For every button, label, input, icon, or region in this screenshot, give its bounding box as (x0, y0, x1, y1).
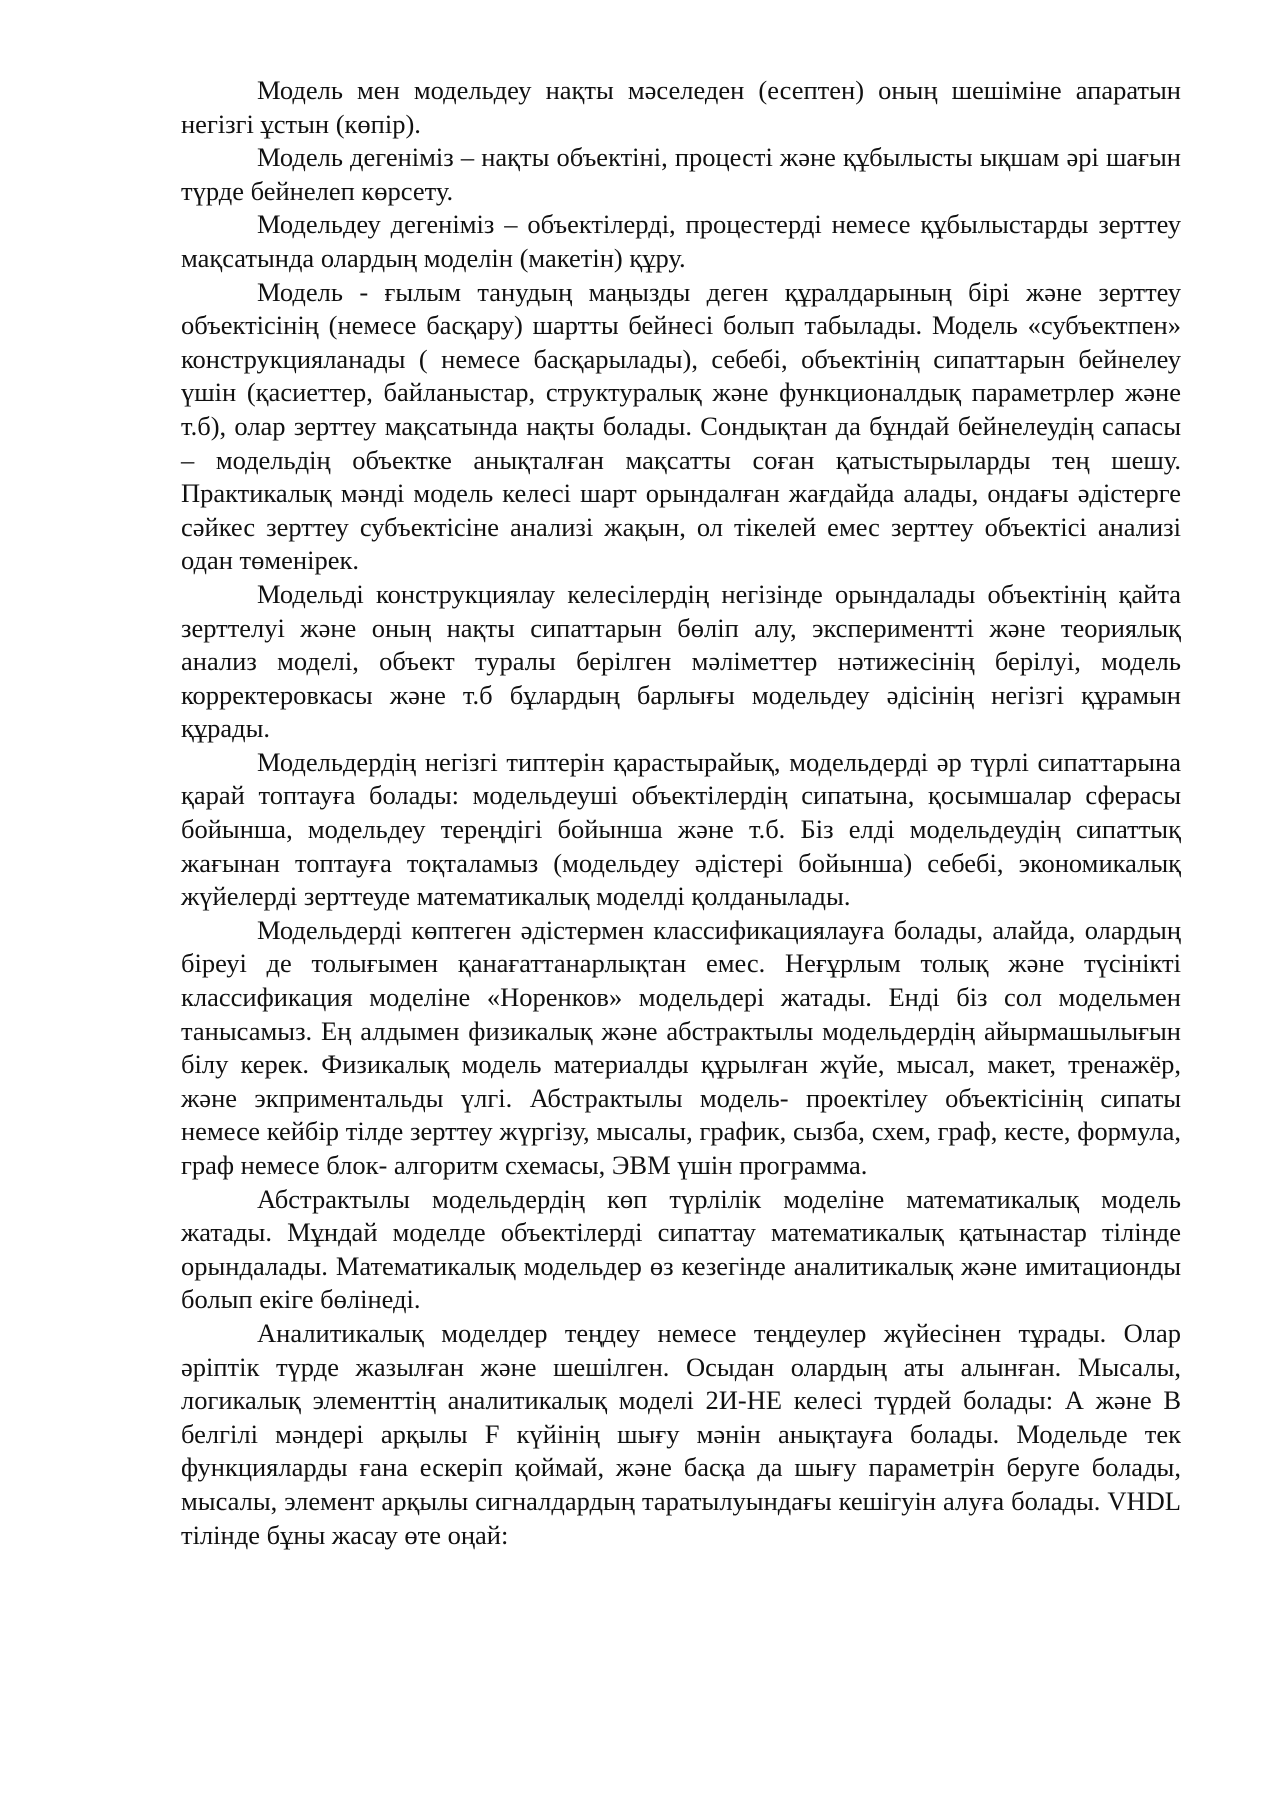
paragraph-model-classification: Модельдерді көптеген әдістермен классификациялауға болады, алайда, олардың біреуі де толығымен қанағаттанарлықтан емес. Неғұрлым толық және түсінікті классификация моделіне «Норенков» модельдері жатады. Енді біз сол модельмен танысамыз. Ең алдымен физикалық және абстрактылы модельдердің айырмашылығын білу керек. Физикалық модель материалды құрылған жүйе, мысал, макет, тренажёр, және экприментальды үлгі. Абстрактылы модель- проектілеу объектісінің сипаты немесе кейбір тілде зерттеу жүргізу, мысалы, график, сызба, схем, граф, кесте, формула, граф немесе блок- алгоритм схемасы, ЭВМ үшін программа. (181, 914, 1181, 1180)
paragraph-model-types: Модельдердің негізгі типтерін қарастырайық, модельдерді әр түрлі сипаттарына қарай топтауға болады: модельдеуші объектілердің сипатына, қосымшалар сферасы бойынша, модельдеу тереңдігі бойынша және т.б. Біз елді модельдеудің сипаттық жағынан топтауға тоқталамыз (модельдеу әдістері бойынша) себебі, экономикалық жүйелерді зерттеуде математикалық моделді қолданылады. (181, 746, 1181, 912)
paragraph-model-as-tool: Модель - ғылым танудың маңызды деген құралдарының бірі және зерттеу объектісінің (немесе басқару) шартты бейнесі болып табылады. Модель «субъектпен» конструкцияланады ( немесе басқарылады), себебі, объектінің сипаттарын бейнелеу үшін (қасиеттер, байланыстар, структуралық және функционалдық параметрлер және т.б), олар зерттеу мақсатында нақты болады. Сондықтан да бұндай бейнелеудің сапасы – модельдің объектке анықталған мақсатты соған қатыстырыларды тең шешу. Практикалық мәнді модель келесі шарт орындалған жағдайда алады, ондағы әдістерге сәйкес зерттеу субъектісіне анализі жақын, ол тікелей емес зерттеу объектісі анализі одан төменірек. (181, 276, 1181, 576)
paragraph-analytical-models: Аналитикалық моделдер теңдеу немесе теңдеулер жүйесінен тұрады. Олар әріптік түрде жазылған және шешілген. Осыдан олардың аты алынған. Мысалы, логикалық элементтің аналитикалық моделі 2И-НЕ келесі түрдей болады: А және В белгілі мәндері арқылы F күйінің шығу мәнін анықтауға болады. Модельде тек функцияларды ғана ескеріп қоймай, және басқа да шығу параметрін беруге болады, мысалы, элемент арқылы сигналдардың таратылуындағы кешігуін алуға болады. VHDL тілінде бұны жасау өте оңай: (181, 1317, 1181, 1550)
document-page (181, 74, 1181, 1552)
paragraph-model-construction: Модельді конструкциялау келесілердің негізінде орындалады объектінің қайта зерттелуі және оның нақты сипаттарын бөліп алу, экспериментті және теориялық анализ моделі, объект туралы берілген мәліметтер нәтижесінің берілуі, модель корректеровкасы және т.б бұлардың барлығы модельдеу әдісінің негізгі құрамын құрады. (181, 578, 1181, 744)
paragraph-modeling-definition: Модельдеу дегеніміз – объектілерді, процестерді немесе құбылыстарды зерттеу мақсатында олардың моделін (макетін) құру. (181, 209, 1181, 273)
paragraph-model-definition: Модель дегеніміз – нақты объектіні, процесті және құбылысты ықшам әрі шағын түрде бейнелеп көрсету. (181, 142, 1181, 206)
paragraph-model-definition-bridge: Модель мен модельдеу нақты мәселеден (есептен) оның шешіміне апаратын негізгі ұстын (көпір). (181, 75, 1181, 139)
paragraph-abstract-models: Абстрактылы модельдердің көп түрлілік моделіне математикалық модель жатады. Мұндай моделде объектілерді сипаттау математикалық қатынастар тілінде орындалады. Математикалық модельдер өз кезегінде аналитикалық және имитационды болып екіге бөлінеді. (181, 1183, 1181, 1315)
